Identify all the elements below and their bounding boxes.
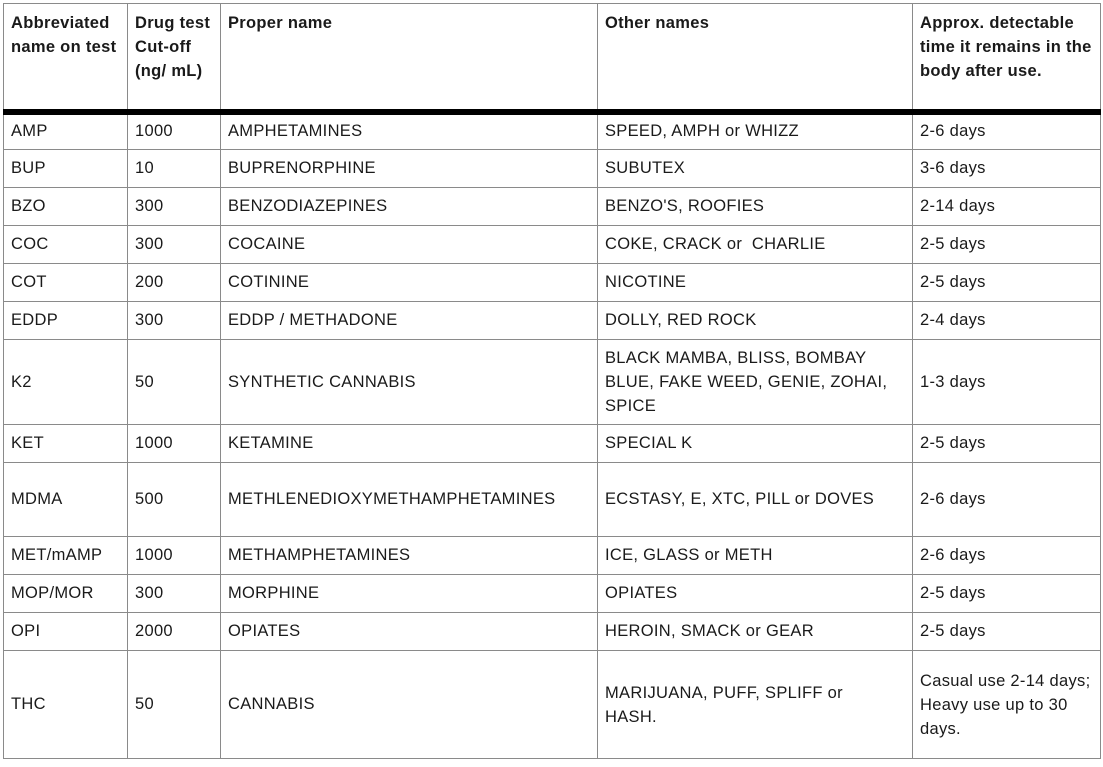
table-row	[4, 575, 1101, 613]
cell-other-names: ICE, GLASS or METH	[598, 537, 913, 575]
cell-proper-name: METHAMPHETAMINES	[221, 537, 598, 575]
cell-cutoff: 50	[128, 340, 221, 425]
table-row	[4, 340, 1101, 425]
cell-other-names: DOLLY, RED ROCK	[598, 302, 913, 340]
cell-abbrev: THC	[4, 651, 128, 759]
cell-cutoff: 300	[128, 226, 221, 264]
table-row	[4, 302, 1101, 340]
table-row	[4, 537, 1101, 575]
cell-proper-name: COCAINE	[221, 226, 598, 264]
cell-proper-name: MORPHINE	[221, 575, 598, 613]
cell-abbrev: K2	[4, 340, 128, 425]
cell-detectable-time: 2-5 days	[913, 264, 1101, 302]
cell-cutoff: 10	[128, 150, 221, 188]
cell-proper-name: COTININE	[221, 264, 598, 302]
table-row	[4, 463, 1101, 537]
cell-cutoff: 1000	[128, 537, 221, 575]
cell-proper-name: OPIATES	[221, 613, 598, 651]
cell-detectable-time: 2-5 days	[913, 613, 1101, 651]
cell-other-names: HEROIN, SMACK or GEAR	[598, 613, 913, 651]
cell-detectable-time: 2-5 days	[913, 425, 1101, 463]
cell-cutoff: 1000	[128, 425, 221, 463]
cell-cutoff: 500	[128, 463, 221, 537]
table-row	[4, 150, 1101, 188]
table-row	[4, 651, 1101, 759]
cell-abbrev: BUP	[4, 150, 128, 188]
cell-other-names: SPECIAL K	[598, 425, 913, 463]
cell-abbrev: AMP	[4, 112, 128, 150]
cell-cutoff: 200	[128, 264, 221, 302]
cell-cutoff: 300	[128, 188, 221, 226]
header-proper-name: Proper name	[221, 4, 598, 112]
header-detectable-time: Approx. detectable time it remains in the body after use.	[913, 4, 1101, 112]
cell-proper-name: EDDP / METHADONE	[221, 302, 598, 340]
cell-other-names: OPIATES	[598, 575, 913, 613]
cell-detectable-time: 2-5 days	[913, 226, 1101, 264]
cell-detectable-time: 2-5 days	[913, 575, 1101, 613]
cell-proper-name: CANNABIS	[221, 651, 598, 759]
cell-proper-name: SYNTHETIC CANNABIS	[221, 340, 598, 425]
cell-abbrev: MDMA	[4, 463, 128, 537]
cell-other-names: COKE, CRACK or CHARLIE	[598, 226, 913, 264]
table-row	[4, 226, 1101, 264]
cell-other-names: NICOTINE	[598, 264, 913, 302]
table-row	[4, 264, 1101, 302]
cell-detectable-time: 2-14 days	[913, 188, 1101, 226]
cell-cutoff: 2000	[128, 613, 221, 651]
cell-cutoff: 300	[128, 302, 221, 340]
drug-test-table	[3, 3, 1101, 759]
cell-abbrev: COC	[4, 226, 128, 264]
cell-other-names: SUBUTEX	[598, 150, 913, 188]
header-row	[4, 4, 1101, 112]
cell-detectable-time: 2-6 days	[913, 537, 1101, 575]
cell-proper-name: AMPHETAMINES	[221, 112, 598, 150]
cell-proper-name: METHLENEDIOXYMETHAMPHETAMINES	[221, 463, 598, 537]
header-cutoff: Drug test Cut-off (ng/ mL)	[128, 4, 221, 112]
cell-abbrev: OPI	[4, 613, 128, 651]
cell-other-names: ECSTASY, E, XTC, PILL or DOVES	[598, 463, 913, 537]
cell-other-names: SPEED, AMPH or WHIZZ	[598, 112, 913, 150]
cell-proper-name: BENZODIAZEPINES	[221, 188, 598, 226]
cell-other-names: BLACK MAMBA, BLISS, BOMBAY BLUE, FAKE WEED, GENIE, ZOHAI, SPICE	[598, 340, 913, 425]
cell-other-names: MARIJUANA, PUFF, SPLIFF or HASH.	[598, 651, 913, 759]
cell-proper-name: KETAMINE	[221, 425, 598, 463]
table-row	[4, 425, 1101, 463]
table-header	[4, 4, 1101, 112]
table-body	[4, 112, 1101, 759]
cell-abbrev: EDDP	[4, 302, 128, 340]
cell-detectable-time: 2-4 days	[913, 302, 1101, 340]
cell-detectable-time: Casual use 2-14 days; Heavy use up to 30 days.	[913, 651, 1101, 759]
table-row	[4, 112, 1101, 150]
cell-abbrev: KET	[4, 425, 128, 463]
cell-proper-name: BUPRENORPHINE	[221, 150, 598, 188]
table-row	[4, 188, 1101, 226]
cell-abbrev: MOP/MOR	[4, 575, 128, 613]
cell-cutoff: 300	[128, 575, 221, 613]
header-abbreviated-name: Abbreviated name on test	[4, 4, 128, 112]
cell-abbrev: COT	[4, 264, 128, 302]
cell-abbrev: BZO	[4, 188, 128, 226]
cell-cutoff: 50	[128, 651, 221, 759]
cell-detectable-time: 3-6 days	[913, 150, 1101, 188]
cell-detectable-time: 1-3 days	[913, 340, 1101, 425]
table-row	[4, 613, 1101, 651]
cell-detectable-time: 2-6 days	[913, 112, 1101, 150]
cell-abbrev: MET/mAMP	[4, 537, 128, 575]
cell-other-names: BENZO'S, ROOFIES	[598, 188, 913, 226]
header-other-names: Other names	[598, 4, 913, 112]
cell-detectable-time: 2-6 days	[913, 463, 1101, 537]
cell-cutoff: 1000	[128, 112, 221, 150]
